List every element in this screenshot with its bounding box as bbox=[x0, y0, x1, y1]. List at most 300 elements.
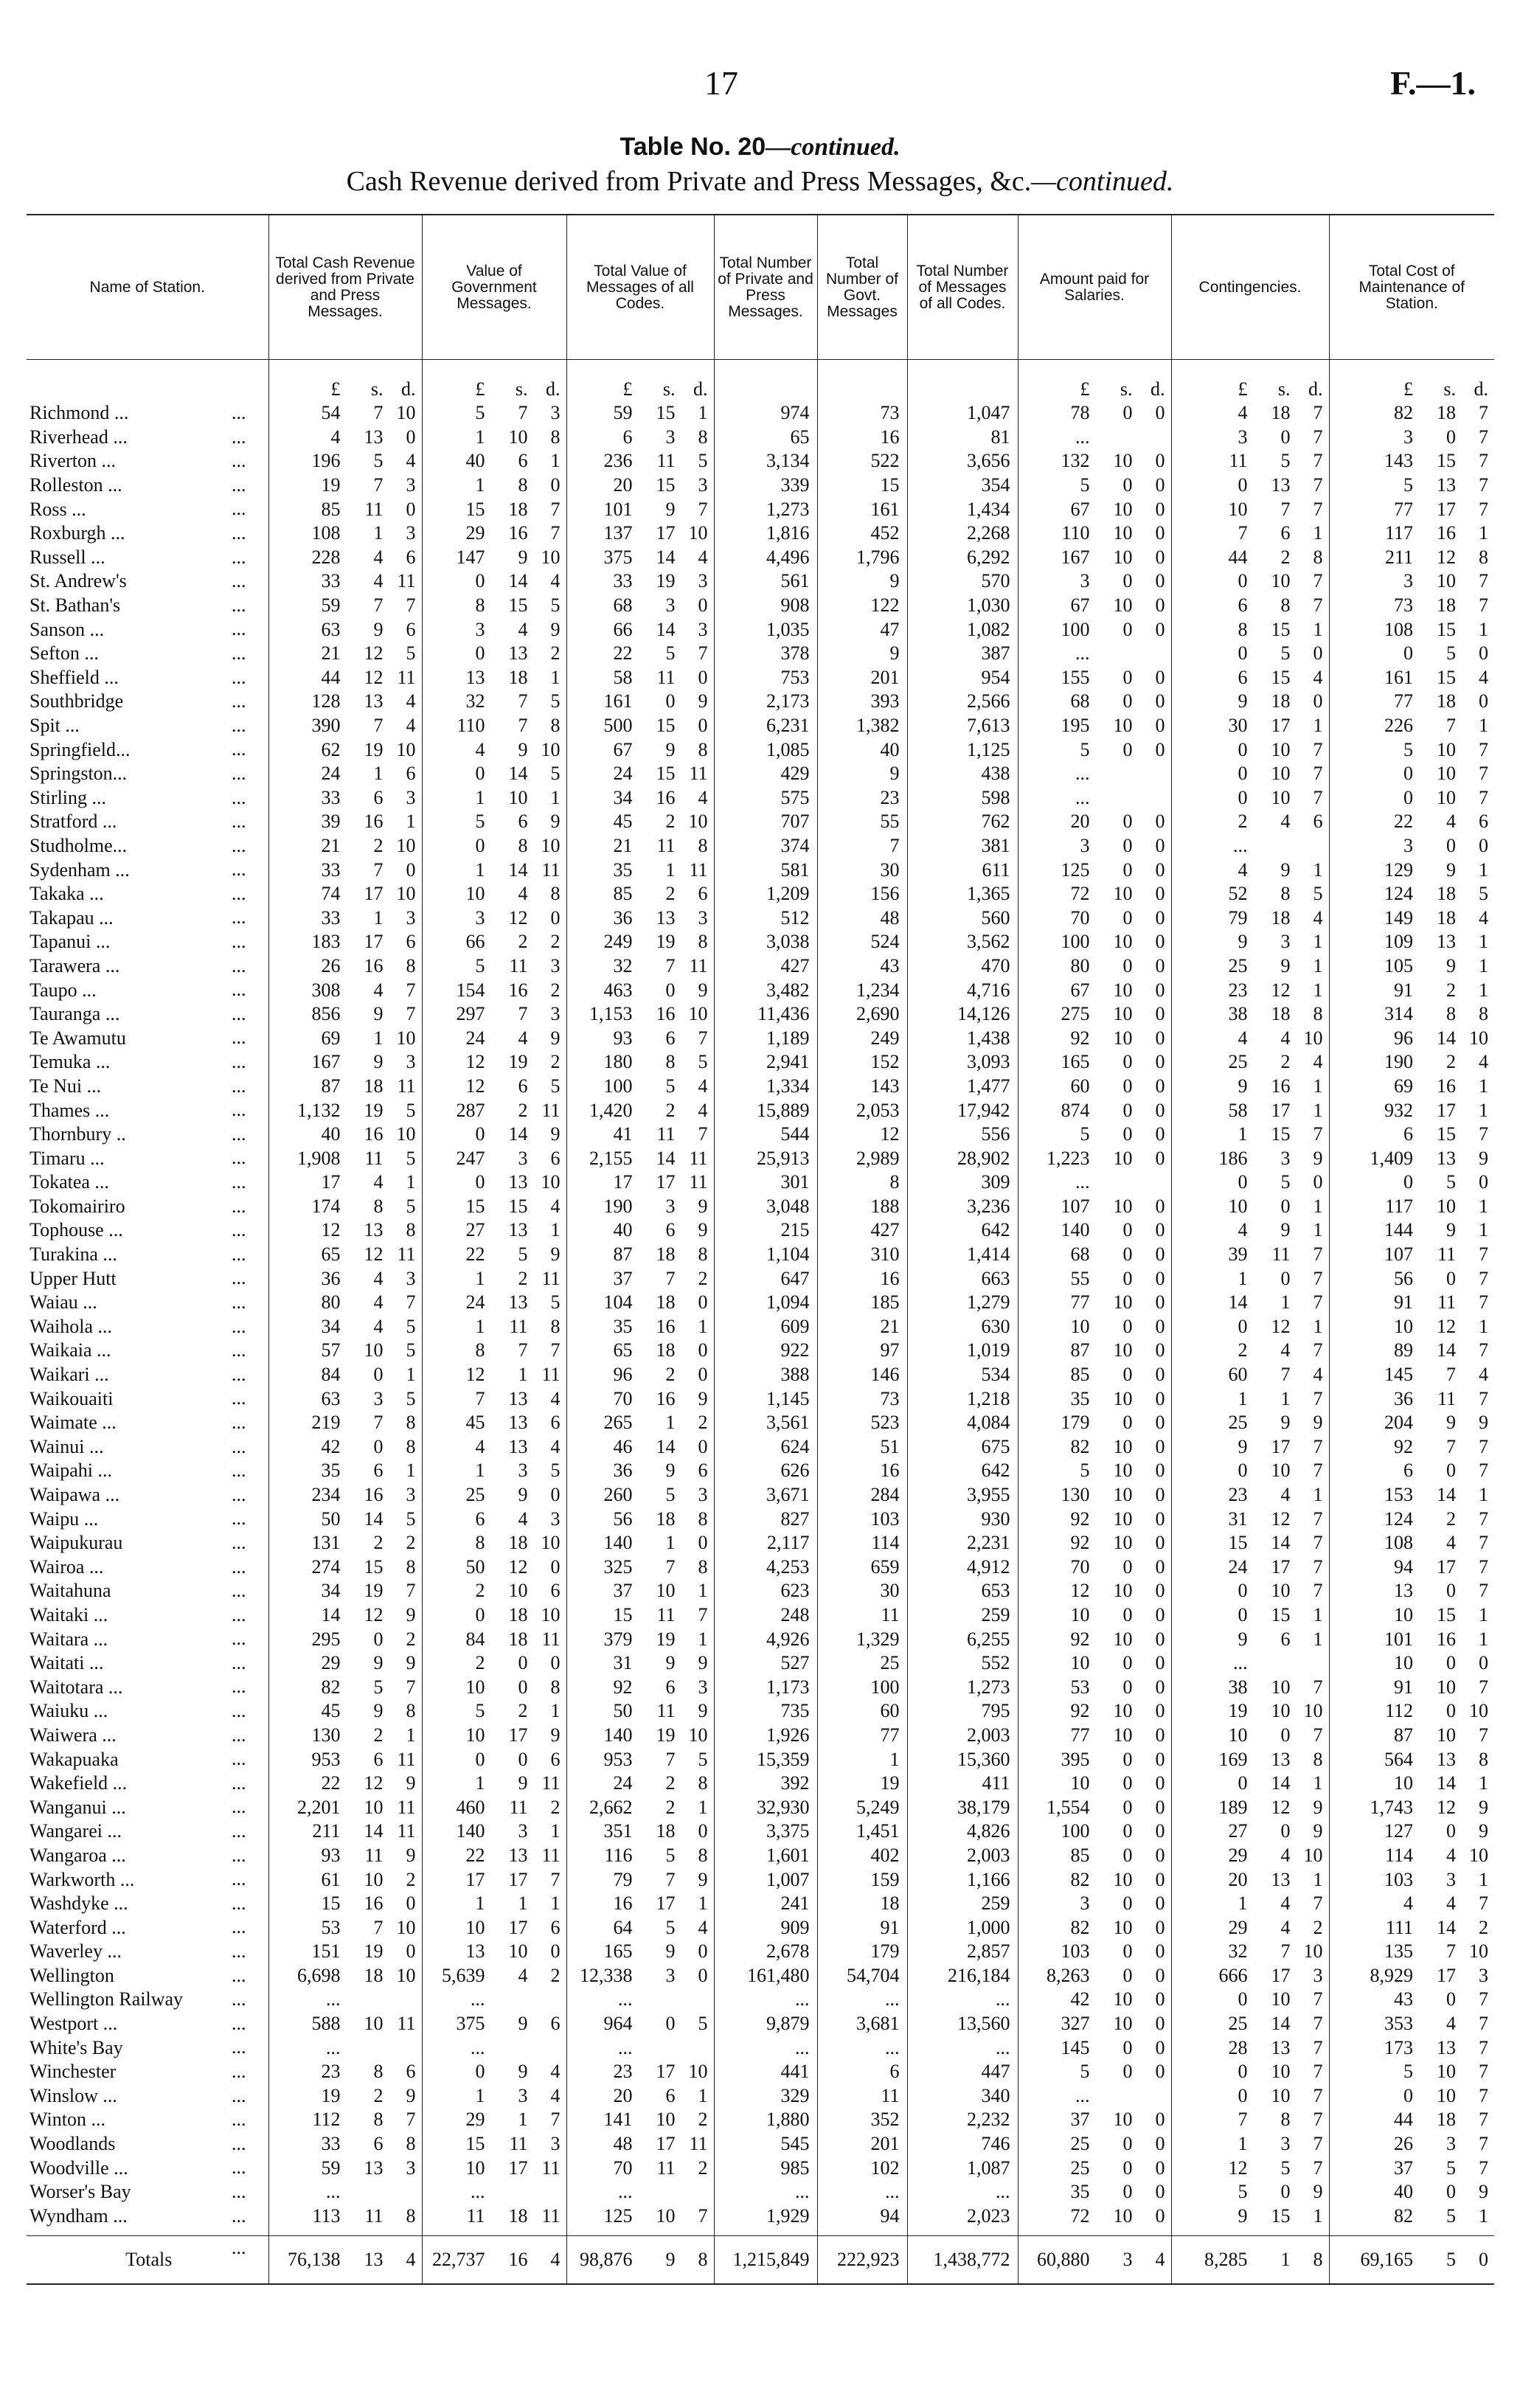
govt-count: 94 bbox=[817, 2204, 907, 2229]
total-value: 12,338 3 0 bbox=[566, 1964, 714, 1988]
contingencies: 1 15 7 bbox=[1171, 1123, 1329, 1147]
govt-value: 460 11 2 bbox=[422, 1795, 566, 1819]
salaries: ... bbox=[1018, 426, 1171, 450]
govt-count: 188 bbox=[817, 1195, 907, 1219]
station-name: Temuka ... ... bbox=[30, 1051, 246, 1073]
contingencies: 0 10 7 bbox=[1171, 2084, 1329, 2109]
total-value: 964 0 5 bbox=[566, 2012, 714, 2036]
cash-revenue: 33 1 3 bbox=[268, 906, 422, 930]
total-value: 50 11 9 bbox=[566, 1699, 714, 1724]
all-count: 14,126 bbox=[907, 1002, 1018, 1027]
govt-count: 1 bbox=[817, 1747, 907, 1772]
units-cost: £ s. d. bbox=[1329, 360, 1494, 402]
total-value: 141 10 2 bbox=[566, 2108, 714, 2132]
total-value: 23 17 10 bbox=[566, 2060, 714, 2084]
col-header-govt-count: Total Number of Govt. Messages bbox=[817, 215, 907, 360]
total-value: 34 16 4 bbox=[566, 786, 714, 811]
all-count: 28,902 bbox=[907, 1146, 1018, 1170]
private-count: 974 bbox=[714, 401, 817, 426]
total-value: 6 3 8 bbox=[566, 426, 714, 450]
govt-count: 43 bbox=[817, 954, 907, 979]
salaries: 68 0 0 bbox=[1018, 690, 1171, 714]
table-row bbox=[27, 401, 1494, 426]
govt-value: 4 9 10 bbox=[422, 738, 566, 762]
cash-revenue: 131 2 2 bbox=[268, 1531, 422, 1555]
salaries: 25 0 0 bbox=[1018, 2156, 1171, 2180]
table-row bbox=[27, 930, 1494, 954]
contingencies: 0 15 1 bbox=[1171, 1603, 1329, 1628]
cash-revenue: 24 1 6 bbox=[268, 762, 422, 786]
table-row bbox=[27, 858, 1494, 882]
govt-count: 54,704 bbox=[817, 1964, 907, 1988]
cash-revenue: 308 4 7 bbox=[268, 978, 422, 1002]
private-count: 388 bbox=[714, 1363, 817, 1387]
govt-value: 0 13 10 bbox=[422, 1170, 566, 1195]
salaries: 8,263 0 0 bbox=[1018, 1964, 1171, 1988]
salaries: 10 0 0 bbox=[1018, 1603, 1171, 1628]
govt-value: 0 14 9 bbox=[422, 1123, 566, 1147]
govt-count: 402 bbox=[817, 1844, 907, 1868]
total-cost: 10 0 0 bbox=[1329, 1651, 1494, 1676]
private-count: 9,879 bbox=[714, 2012, 817, 2036]
private-count: 161,480 bbox=[714, 1964, 817, 1988]
station-name: Takaka ... ... bbox=[30, 882, 246, 905]
header-row bbox=[27, 215, 1494, 360]
private-count: 427 bbox=[714, 954, 817, 979]
govt-count: 60 bbox=[817, 1699, 907, 1724]
contingencies: 7 8 7 bbox=[1171, 2108, 1329, 2132]
salaries: 10 0 0 bbox=[1018, 1651, 1171, 1676]
total-cost: 105 9 1 bbox=[1329, 954, 1494, 979]
salaries: 3 0 0 bbox=[1018, 834, 1171, 858]
govt-value: 287 2 11 bbox=[422, 1098, 566, 1123]
govt-value: 1 8 0 bbox=[422, 473, 566, 498]
govt-count: 12 bbox=[817, 1123, 907, 1147]
total-cost: 44 18 7 bbox=[1329, 2108, 1494, 2132]
all-count: 1,477 bbox=[907, 1075, 1018, 1099]
station-name: Te Nui ... ... bbox=[30, 1075, 246, 1097]
all-count: 1,218 bbox=[907, 1387, 1018, 1411]
govt-value: 32 7 5 bbox=[422, 690, 566, 714]
total-cost: 37 5 7 bbox=[1329, 2156, 1494, 2180]
total-value: 85 2 6 bbox=[566, 882, 714, 906]
cash-revenue: 295 0 2 bbox=[268, 1627, 422, 1651]
all-count: 4,716 bbox=[907, 978, 1018, 1002]
all-count: 1,030 bbox=[907, 594, 1018, 618]
table-row bbox=[27, 1579, 1494, 1603]
private-count: 11,436 bbox=[714, 1002, 817, 1027]
private-count: 374 bbox=[714, 834, 817, 858]
contingencies: 39 11 7 bbox=[1171, 1243, 1329, 1267]
govt-value: 0 13 2 bbox=[422, 642, 566, 666]
cash-revenue: 15 16 0 bbox=[268, 1892, 422, 1916]
contingencies: 38 10 7 bbox=[1171, 1675, 1329, 1699]
total-value: 35 1 11 bbox=[566, 858, 714, 882]
cash-revenue: 93 11 9 bbox=[268, 1844, 422, 1868]
cash-revenue: 44 12 11 bbox=[268, 666, 422, 690]
total-cost: 22 4 6 bbox=[1329, 810, 1494, 834]
all-count: 216,184 bbox=[907, 1964, 1018, 1988]
all-count: 1,438 bbox=[907, 1026, 1018, 1050]
table-row bbox=[27, 1387, 1494, 1411]
table-body bbox=[27, 360, 1494, 2229]
govt-count: ... bbox=[817, 1988, 907, 2012]
table-row bbox=[27, 2204, 1494, 2229]
station-name: Sydenham ... ... bbox=[30, 858, 246, 881]
totals-cost: 69,165 5 0 bbox=[1329, 2236, 1494, 2285]
total-value: 70 16 9 bbox=[566, 1387, 714, 1411]
table-row bbox=[27, 906, 1494, 930]
govt-count: 156 bbox=[817, 882, 907, 906]
table-row bbox=[27, 834, 1494, 858]
all-count: 4,084 bbox=[907, 1411, 1018, 1435]
cash-revenue: ... bbox=[268, 2036, 422, 2060]
govt-count: 1,796 bbox=[817, 546, 907, 570]
table-row bbox=[27, 1266, 1494, 1291]
govt-value: 147 9 10 bbox=[422, 546, 566, 570]
station-name: Riverton ... ... bbox=[30, 450, 246, 472]
station-name: Waitaki ... ... bbox=[30, 1603, 246, 1625]
govt-value: 12 1 11 bbox=[422, 1363, 566, 1387]
total-cost: 91 10 7 bbox=[1329, 1675, 1494, 1699]
station-name: Waipahi ... ... bbox=[30, 1460, 246, 1482]
station-name: Waitara ... ... bbox=[30, 1628, 246, 1650]
page-number: 17 bbox=[704, 64, 738, 102]
contingencies: 23 12 1 bbox=[1171, 978, 1329, 1002]
salaries: 82 10 0 bbox=[1018, 1435, 1171, 1460]
totals-con: 8,285 1 8 bbox=[1171, 2236, 1329, 2285]
all-count: 1,000 bbox=[907, 1915, 1018, 1940]
private-count: 4,253 bbox=[714, 1555, 817, 1580]
contingencies: 10 0 7 bbox=[1171, 1724, 1329, 1748]
table-row bbox=[27, 762, 1494, 786]
private-count: 527 bbox=[714, 1651, 817, 1676]
total-value: 92 6 3 bbox=[566, 1675, 714, 1699]
station-name: Woodlands ... bbox=[30, 2132, 246, 2155]
private-count: 512 bbox=[714, 906, 817, 930]
govt-value: 27 13 1 bbox=[422, 1218, 566, 1243]
govt-value: 1 11 8 bbox=[422, 1315, 566, 1339]
total-value: 137 17 10 bbox=[566, 521, 714, 546]
total-value: 22 5 7 bbox=[566, 642, 714, 666]
private-count: 15,889 bbox=[714, 1098, 817, 1123]
table-row bbox=[27, 1483, 1494, 1507]
station-name: Waverley ... ... bbox=[30, 1940, 246, 1963]
contingencies: 24 17 7 bbox=[1171, 1555, 1329, 1580]
private-count: 1,929 bbox=[714, 2204, 817, 2229]
col-header-salaries: Amount paid for Salaries. bbox=[1018, 215, 1171, 360]
govt-value: 12 6 5 bbox=[422, 1075, 566, 1099]
govt-count: 284 bbox=[817, 1483, 907, 1507]
table-row bbox=[27, 642, 1494, 666]
col-header-contingencies: Contingencies. bbox=[1171, 215, 1329, 360]
cash-revenue: 953 6 11 bbox=[268, 1747, 422, 1772]
contingencies: 9 3 1 bbox=[1171, 930, 1329, 954]
salaries: 60 0 0 bbox=[1018, 1075, 1171, 1099]
govt-value: 29 16 7 bbox=[422, 521, 566, 546]
table-row bbox=[27, 1940, 1494, 1964]
contingencies: 6 15 4 bbox=[1171, 666, 1329, 690]
table-row bbox=[27, 954, 1494, 979]
all-count: 13,560 bbox=[907, 2012, 1018, 2036]
cash-revenue: 84 0 1 bbox=[268, 1363, 422, 1387]
private-count: 2,678 bbox=[714, 1940, 817, 1964]
govt-value: 5 2 1 bbox=[422, 1699, 566, 1724]
station-name: Spit ... ... bbox=[30, 714, 246, 737]
cash-revenue: 167 9 3 bbox=[268, 1050, 422, 1075]
cash-revenue: 219 7 8 bbox=[268, 1411, 422, 1435]
table-row bbox=[27, 1724, 1494, 1748]
salaries: ... bbox=[1018, 762, 1171, 786]
private-count: 3,561 bbox=[714, 1411, 817, 1435]
private-count: 1,209 bbox=[714, 882, 817, 906]
total-value: 32 7 11 bbox=[566, 954, 714, 979]
govt-value: 5 6 9 bbox=[422, 810, 566, 834]
col-header-cash-revenue: Total Cash Revenue derived from Private and Press Messages. bbox=[268, 215, 422, 360]
private-count: 609 bbox=[714, 1315, 817, 1339]
station-name: Worser's Bay ... bbox=[30, 2180, 246, 2203]
total-value: 15 11 7 bbox=[566, 1603, 714, 1628]
cash-revenue: 112 8 7 bbox=[268, 2108, 422, 2132]
total-cost: 82 5 1 bbox=[1329, 2204, 1494, 2229]
total-cost: 5 10 7 bbox=[1329, 738, 1494, 762]
govt-value: 3 12 0 bbox=[422, 906, 566, 930]
table-row bbox=[27, 2180, 1494, 2204]
contingencies: 9 15 1 bbox=[1171, 2204, 1329, 2229]
cash-revenue: 29 9 9 bbox=[268, 1651, 422, 1676]
salaries: 85 0 0 bbox=[1018, 1844, 1171, 1868]
station-name: Southbridge ... bbox=[30, 690, 246, 712]
contingencies: 9 17 7 bbox=[1171, 1435, 1329, 1460]
station-name: Waipukurau ... bbox=[30, 1531, 246, 1554]
total-cost: 0 10 7 bbox=[1329, 762, 1494, 786]
contingencies: 79 18 4 bbox=[1171, 906, 1329, 930]
private-count: 6,231 bbox=[714, 714, 817, 738]
salaries: 35 10 0 bbox=[1018, 1387, 1171, 1411]
station-name: Tokomairiro ... bbox=[30, 1195, 246, 1217]
total-value: 64 5 4 bbox=[566, 1915, 714, 1940]
table-row bbox=[27, 1075, 1494, 1099]
cash-revenue: 54 7 10 bbox=[268, 401, 422, 426]
station-name: Waihola ... ... bbox=[30, 1315, 246, 1337]
salaries: 77 10 0 bbox=[1018, 1724, 1171, 1748]
all-count: 534 bbox=[907, 1363, 1018, 1387]
table-row bbox=[27, 426, 1494, 450]
all-count: 38,179 bbox=[907, 1795, 1018, 1819]
total-value: ... bbox=[566, 2180, 714, 2204]
all-count: 653 bbox=[907, 1579, 1018, 1603]
govt-value: 1 10 1 bbox=[422, 786, 566, 811]
cash-revenue: 1,908 11 5 bbox=[268, 1146, 422, 1170]
total-cost: 10 14 1 bbox=[1329, 1772, 1494, 1796]
station-name: Waterford ... ... bbox=[30, 1916, 246, 1938]
salaries: 82 10 0 bbox=[1018, 1867, 1171, 1892]
govt-count: ... bbox=[817, 2036, 907, 2060]
all-count: ... bbox=[907, 2180, 1018, 2204]
station-name: Roxburgh ... ... bbox=[30, 521, 246, 544]
station-name: Wakapuaka ... bbox=[30, 1748, 246, 1770]
total-cost: 77 18 0 bbox=[1329, 690, 1494, 714]
govt-count: 114 bbox=[817, 1531, 907, 1555]
contingencies: 0 12 1 bbox=[1171, 1315, 1329, 1339]
table-row bbox=[27, 1675, 1494, 1699]
total-value: 87 18 8 bbox=[566, 1243, 714, 1267]
private-count: 301 bbox=[714, 1170, 817, 1195]
govt-value: 5 7 3 bbox=[422, 401, 566, 426]
total-cost: 108 15 1 bbox=[1329, 617, 1494, 642]
all-count: 1,279 bbox=[907, 1291, 1018, 1315]
salaries: 67 10 0 bbox=[1018, 594, 1171, 618]
govt-value: 50 12 0 bbox=[422, 1555, 566, 1580]
totals-tot: 98,876 9 8 bbox=[566, 2236, 714, 2285]
cash-revenue: 130 2 1 bbox=[268, 1724, 422, 1748]
table-row bbox=[27, 1555, 1494, 1580]
all-count: ... bbox=[907, 2036, 1018, 2060]
govt-value: 45 13 6 bbox=[422, 1411, 566, 1435]
table-subtitle bbox=[0, 165, 1520, 198]
total-cost: 92 7 7 bbox=[1329, 1435, 1494, 1460]
total-value: 24 15 11 bbox=[566, 762, 714, 786]
units-row bbox=[27, 360, 1494, 402]
station-name: Waipu ... ... bbox=[30, 1507, 246, 1530]
all-count: ... bbox=[907, 1988, 1018, 2012]
salaries: 25 0 0 bbox=[1018, 2132, 1171, 2157]
contingencies: 9 6 1 bbox=[1171, 1627, 1329, 1651]
total-cost: 26 3 7 bbox=[1329, 2132, 1494, 2157]
col-header-private-count: Total Number of Private and Press Messages. bbox=[714, 215, 817, 360]
salaries: 20 0 0 bbox=[1018, 810, 1171, 834]
table-row bbox=[27, 1915, 1494, 1940]
govt-count: 8 bbox=[817, 1170, 907, 1195]
private-count: 3,038 bbox=[714, 930, 817, 954]
total-value: 375 14 4 bbox=[566, 546, 714, 570]
station-name: Wangarei ... ... bbox=[30, 1820, 246, 1842]
station-name: Riverhead ... ... bbox=[30, 426, 246, 448]
total-value: ... bbox=[566, 1988, 714, 2012]
salaries: 130 10 0 bbox=[1018, 1483, 1171, 1507]
private-count: 753 bbox=[714, 666, 817, 690]
total-value: 59 15 1 bbox=[566, 401, 714, 426]
total-value: 100 5 4 bbox=[566, 1075, 714, 1099]
private-count: 575 bbox=[714, 786, 817, 811]
govt-count: 1,451 bbox=[817, 1819, 907, 1844]
table-row bbox=[27, 1098, 1494, 1123]
units-con: £ s. d. bbox=[1171, 360, 1329, 402]
all-count: 954 bbox=[907, 666, 1018, 690]
all-count: 746 bbox=[907, 2132, 1018, 2157]
total-cost: 0 5 0 bbox=[1329, 642, 1494, 666]
govt-count: 3,681 bbox=[817, 2012, 907, 2036]
private-count: 339 bbox=[714, 473, 817, 498]
private-count: 3,482 bbox=[714, 978, 817, 1002]
govt-value: 0 18 10 bbox=[422, 1603, 566, 1628]
total-cost: 94 17 7 bbox=[1329, 1555, 1494, 1580]
contingencies: 1 3 7 bbox=[1171, 2132, 1329, 2157]
private-count: 545 bbox=[714, 2132, 817, 2157]
salaries: 125 0 0 bbox=[1018, 858, 1171, 882]
private-count: 2,941 bbox=[714, 1050, 817, 1075]
station-name: Sheffield ... ... bbox=[30, 666, 246, 688]
table-row bbox=[27, 497, 1494, 521]
cash-revenue: 19 2 9 bbox=[268, 2084, 422, 2109]
salaries: 53 0 0 bbox=[1018, 1675, 1171, 1699]
total-cost: 0 10 7 bbox=[1329, 786, 1494, 811]
contingencies: 666 17 3 bbox=[1171, 1964, 1329, 1988]
total-cost: 40 0 9 bbox=[1329, 2180, 1494, 2204]
table-row bbox=[27, 882, 1494, 906]
salaries: 100 10 0 bbox=[1018, 930, 1171, 954]
totals-label: Totals ... bbox=[27, 2236, 268, 2285]
table-row bbox=[27, 690, 1494, 714]
govt-value: 10 4 8 bbox=[422, 882, 566, 906]
salaries: 55 0 0 bbox=[1018, 1266, 1171, 1291]
govt-value: ... bbox=[422, 1988, 566, 2012]
govt-value: 24 13 5 bbox=[422, 1291, 566, 1315]
total-value: 35 16 1 bbox=[566, 1315, 714, 1339]
total-value: 70 11 2 bbox=[566, 2156, 714, 2180]
contingencies: 52 8 5 bbox=[1171, 882, 1329, 906]
contingencies: 29 4 10 bbox=[1171, 1844, 1329, 1868]
station-name: Studholme... ... bbox=[30, 834, 246, 856]
govt-count: 427 bbox=[817, 1218, 907, 1243]
table-row bbox=[27, 1747, 1494, 1772]
station-name: Winchester ... bbox=[30, 2060, 246, 2083]
station-name: Waipawa ... ... bbox=[30, 1483, 246, 1506]
private-count: 1,094 bbox=[714, 1291, 817, 1315]
govt-count: 30 bbox=[817, 1579, 907, 1603]
contingencies: 25 9 9 bbox=[1171, 1411, 1329, 1435]
table-subtitle-main: Cash Revenue derived from Private and Press Messages, &c. bbox=[346, 166, 1032, 197]
private-count: 329 bbox=[714, 2084, 817, 2109]
contingencies: 0 10 7 bbox=[1171, 1579, 1329, 1603]
private-count: 1,334 bbox=[714, 1075, 817, 1099]
private-count: 909 bbox=[714, 1915, 817, 1940]
govt-count: 11 bbox=[817, 1603, 907, 1628]
govt-value: 0 8 10 bbox=[422, 834, 566, 858]
total-cost: 932 17 1 bbox=[1329, 1098, 1494, 1123]
cash-revenue: 108 1 3 bbox=[268, 521, 422, 546]
station-name: Wairoa ... ... bbox=[30, 1555, 246, 1578]
all-count: 2,023 bbox=[907, 2204, 1018, 2229]
contingencies: 32 7 10 bbox=[1171, 1940, 1329, 1964]
contingencies: 186 3 9 bbox=[1171, 1146, 1329, 1170]
all-count: 1,273 bbox=[907, 1675, 1018, 1699]
cash-revenue: 87 18 11 bbox=[268, 1075, 422, 1099]
govt-value: 25 9 0 bbox=[422, 1483, 566, 1507]
total-value: 125 10 7 bbox=[566, 2204, 714, 2229]
contingencies: 15 14 7 bbox=[1171, 1531, 1329, 1555]
govt-count: 16 bbox=[817, 1459, 907, 1483]
all-count: 259 bbox=[907, 1892, 1018, 1916]
total-cost: 190 2 4 bbox=[1329, 1050, 1494, 1075]
all-count: 309 bbox=[907, 1170, 1018, 1195]
total-cost: 91 2 1 bbox=[1329, 978, 1494, 1002]
total-value: 33 19 3 bbox=[566, 569, 714, 594]
salaries: 12 10 0 bbox=[1018, 1579, 1171, 1603]
table-row bbox=[27, 978, 1494, 1002]
all-count: 1,166 bbox=[907, 1867, 1018, 1892]
station-name: Wainui ... ... bbox=[30, 1435, 246, 1457]
total-cost: 3 0 7 bbox=[1329, 426, 1494, 450]
all-count: 3,236 bbox=[907, 1195, 1018, 1219]
govt-value: ... bbox=[422, 2036, 566, 2060]
salaries: 132 10 0 bbox=[1018, 449, 1171, 473]
total-cost: 153 14 1 bbox=[1329, 1483, 1494, 1507]
cash-revenue: 40 16 10 bbox=[268, 1123, 422, 1147]
total-value: 16 17 1 bbox=[566, 1892, 714, 1916]
cash-revenue: 82 5 7 bbox=[268, 1675, 422, 1699]
contingencies: 25 14 7 bbox=[1171, 2012, 1329, 2036]
